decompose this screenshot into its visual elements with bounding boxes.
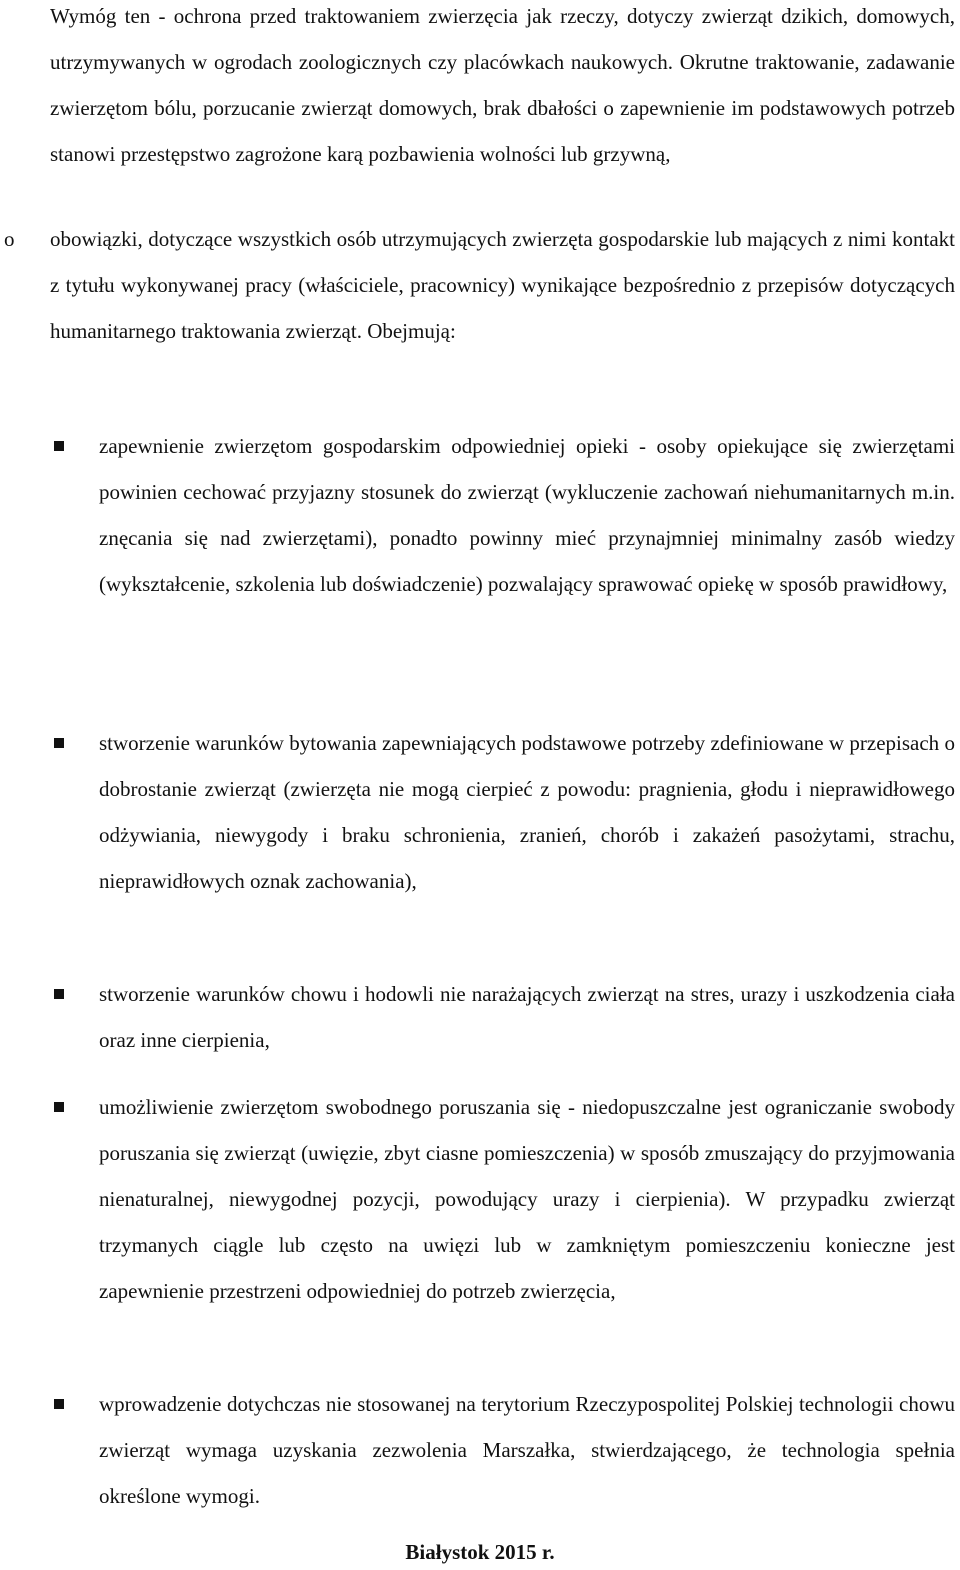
circle-list-item-text: obowiązki, dotyczące wszystkich osób utrzymujących zwierzęta gospodarskie lub mających z nimi kontakt z tytułu wykonywanej pracy (właściciele, pracownicy) wynikające bezpośrednio z przepisów dotyczących humanitarnego traktowania zwierząt. Obejmują: xyxy=(50,227,955,343)
bullet-list-item xyxy=(0,971,960,1063)
bullet-list-item xyxy=(0,1381,960,1519)
bullet-list-item xyxy=(0,1084,960,1360)
bullet-list-item-text: stworzenie warunków bytowania zapewniających podstawowe potrzeby zdefiniowane w przepisach o dobrostanie zwierząt (zwierzęta nie mogą cierpieć z powodu: pragnienia, głodu i nieprawidłowego odżywiania, niewygody i braku schronienia, zranień, chorób i zakażeń pasożytami, strachu, nieprawidłowych oznak zachowania), xyxy=(99,731,955,893)
square-bullet-icon xyxy=(54,738,64,748)
bullet-list-item-text: umożliwienie zwierzętom swobodnego poruszania się - niedopuszczalne jest ograniczanie swobody poruszania się zwierząt (uwięzie, zbyt ciasne pomieszczenia) w sposób zmuszający do przyjmowania nienaturalnej, niewygodnej pozycji, powodujący urazy i cierpienia). W przypadku zwierząt trzymanych ciągle lub często na uwięzi lub w zamkniętym pomieszczeniu konieczne jest zapewnienie przestrzeni odpowiedniej do potrzeb zwierzęcia, xyxy=(99,1095,955,1303)
bullet-list-item-text: stworzenie warunków chowu i hodowli nie narażających zwierząt na stres, urazy i uszkodzenia ciała oraz inne cierpienia, xyxy=(99,982,955,1052)
square-bullet-icon xyxy=(54,1102,64,1112)
bullet-list-item xyxy=(0,423,960,699)
square-bullet-icon xyxy=(54,441,64,451)
square-bullet-icon xyxy=(54,989,64,999)
continuation-paragraph: Wymóg ten - ochrona przed traktowaniem zwierzęcia jak rzeczy, dotyczy zwierząt dzikich, domowych, utrzymywanych w ogrodach zoologicznych czy placówkach naukowych. Okrutne traktowanie, zadawanie zwierzętom bólu, porzucanie zwierząt domowych, brak dbałości o zapewnienie im podstawowych potrzeb stanowi przestępstwo zagrożone karą pozbawienia wolności lub grzywną, xyxy=(50,4,955,166)
bullet-list-item-text: zapewnienie zwierzętom gospodarskim odpowiedniej opieki - osoby opiekujące się zwierzętami powinien cechować przyjazny stosunek do zwierząt (wykluczenie zachowań niehumanitarnych m.in. znęcania się nad zwierzętami), ponadto powinny mieć przynajmniej minimalny zasób wiedzy (wykształcenie, szkolenia lub doświadczenie) pozwalający sprawować opiekę w sposób prawidłowy, xyxy=(99,434,955,596)
bullet-list-item xyxy=(0,720,960,950)
footer-place-date: Białystok 2015 r. xyxy=(405,1540,555,1564)
bullet-list xyxy=(0,402,960,1540)
bullet-list-item-text: wprowadzenie dotychczas nie stosowanej na terytorium Rzeczypospolitej Polskiej technologii chowu zwierząt wymaga uzyskania zezwolenia Marszałka, stwierdzającego, że technologia spełnia określone wymogi. xyxy=(99,1392,955,1508)
square-bullet-icon xyxy=(54,1399,64,1409)
circle-bullet-marker: o xyxy=(4,227,15,251)
